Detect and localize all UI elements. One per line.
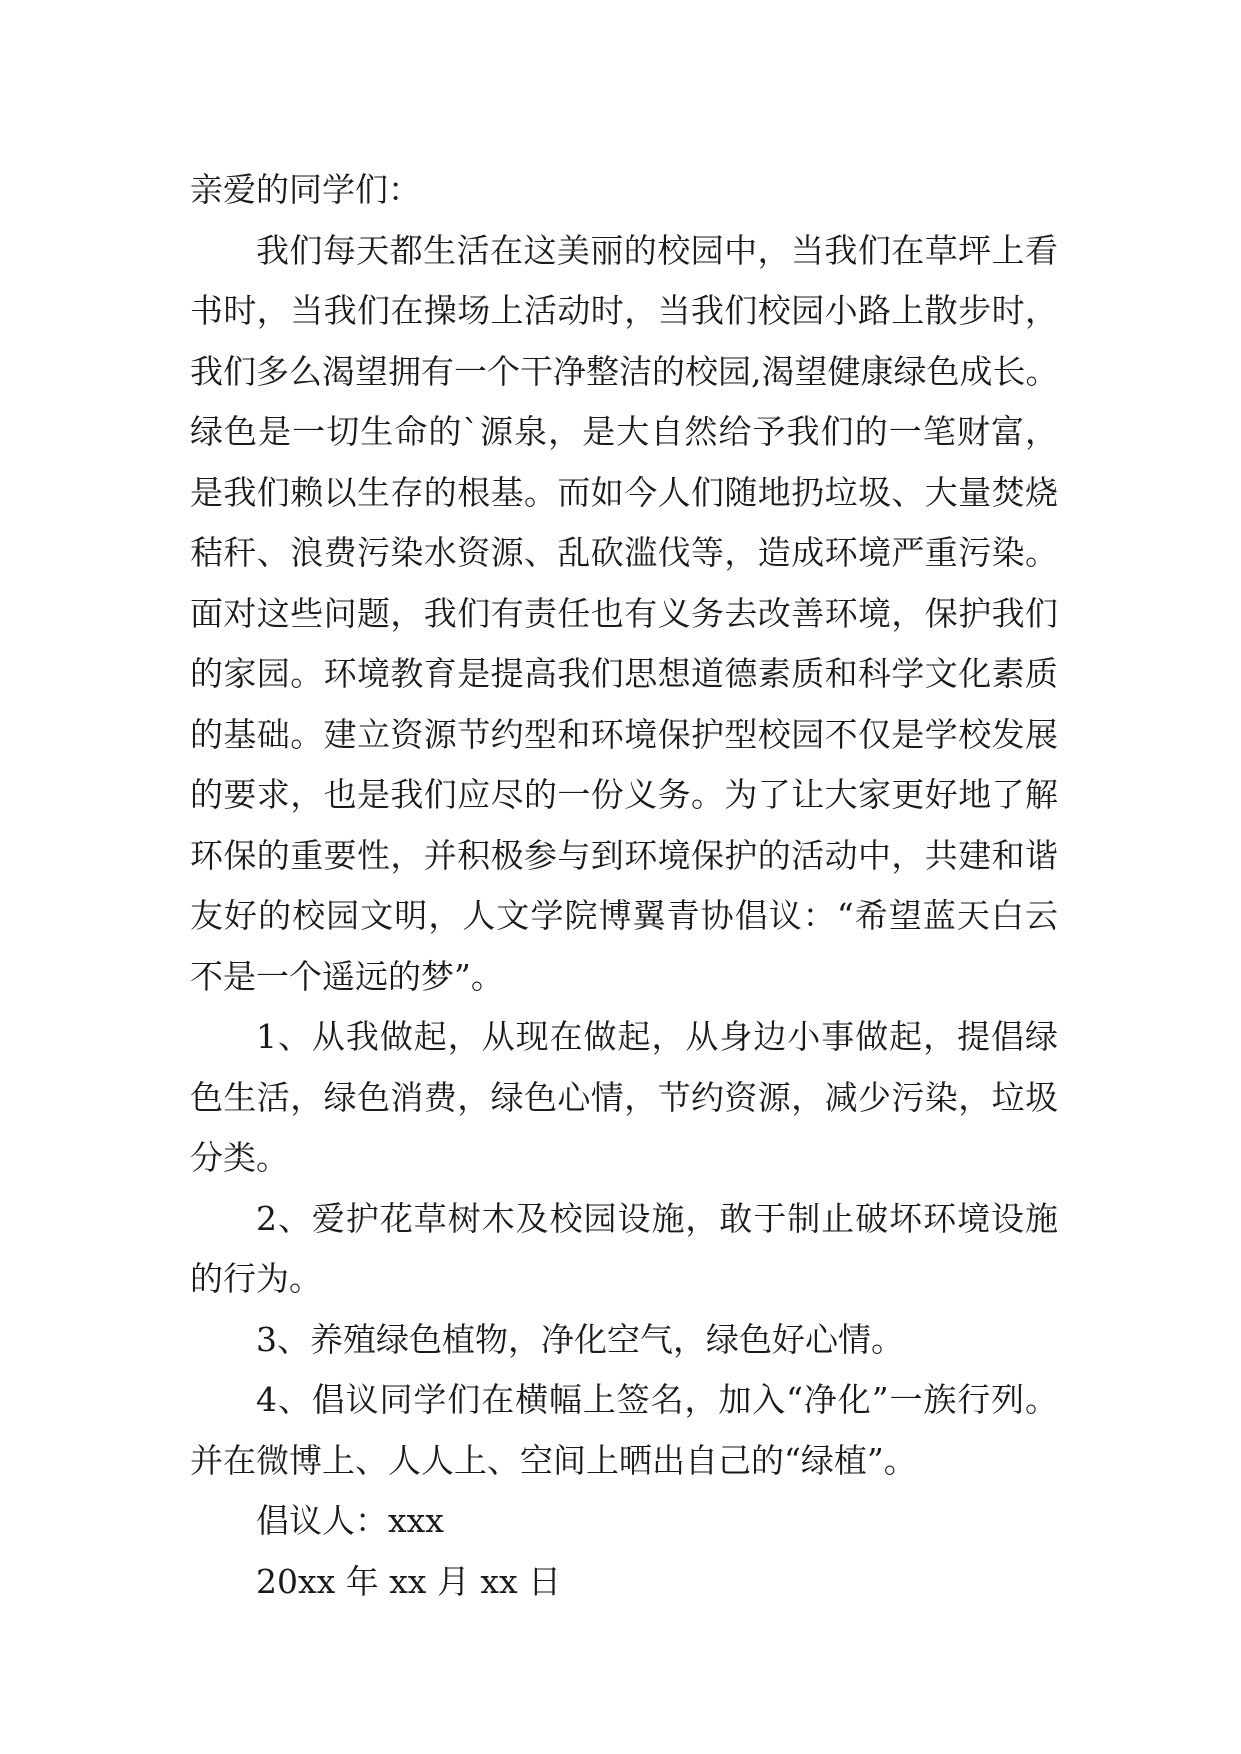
- paragraph-line: 环保的重要性，并积极参与到环境保护的活动中，共建和谐: [190, 835, 1058, 875]
- paragraph-line: 书时，当我们在操场上活动时，当我们校园小路上散步时，: [190, 291, 1058, 330]
- date: 20xx 年 xx 月 xx 日: [256, 1561, 562, 1601]
- paragraph-line: 我们多么渴望拥有一个干净整洁的校园,渴望健康绿色成长。: [190, 351, 1059, 391]
- paragraph-line: 不是一个遥远的梦”。: [190, 956, 504, 996]
- list-item-2-line: 的行为。: [190, 1259, 322, 1298]
- list-item-3: 3、养殖绿色植物，净化空气，绿色好心情。: [256, 1319, 904, 1359]
- list-item-4-line: 并在微博上、人人上、空间上晒出自己的“绿植”。: [190, 1440, 917, 1480]
- list-item-2: 2、爱护花草树木及校园设施，敢于制止破坏环境设施: [256, 1198, 1058, 1238]
- list-item-1-line: 色生活，绿色消费，绿色心情，节约资源，减少污染，垃圾: [190, 1077, 1058, 1117]
- salutation: 亲爱的同学们：: [190, 170, 421, 209]
- signature: 倡议人：xxx: [256, 1501, 444, 1540]
- list-item-1: 1、从我做起，从现在做起，从身边小事做起，提倡绿: [256, 1017, 1058, 1056]
- paragraph-line: 绿色是一切生命的`源泉，是大自然给予我们的一笔财富，: [190, 412, 1058, 451]
- paragraph-line: 秸秆、浪费污染水资源、乱砍滥伐等，造成环境严重污染。: [190, 533, 1058, 572]
- paragraph-line: 的要求，也是我们应尽的一份义务。为了让大家更好地了解: [190, 775, 1058, 814]
- paragraph-line: 的家园。环境教育是提高我们思想道德素质和科学文化素质: [190, 654, 1058, 693]
- paragraph-line: 面对这些问题，我们有责任也有义务去改善环境，保护我们: [190, 593, 1058, 633]
- list-item-1-line: 分类。: [190, 1138, 289, 1177]
- paragraph-line: 友好的校园文明，人文学院博翼青协倡议：“希望蓝天白云: [190, 896, 1058, 935]
- list-item-4: 4、倡议同学们在横幅上签名，加入“净化”一族行列。: [256, 1380, 1058, 1419]
- paragraph-line: 是我们赖以生存的根基。而如今人们随地扔垃圾、大量焚烧: [190, 472, 1058, 512]
- paragraph-line: 的基础。建立资源节约型和环境保护型校园不仅是学校发展: [190, 714, 1058, 754]
- paragraph-line: 我们每天都生活在这美丽的校园中，当我们在草坪上看: [256, 230, 1058, 270]
- document-body: [190, 160, 1058, 1612]
